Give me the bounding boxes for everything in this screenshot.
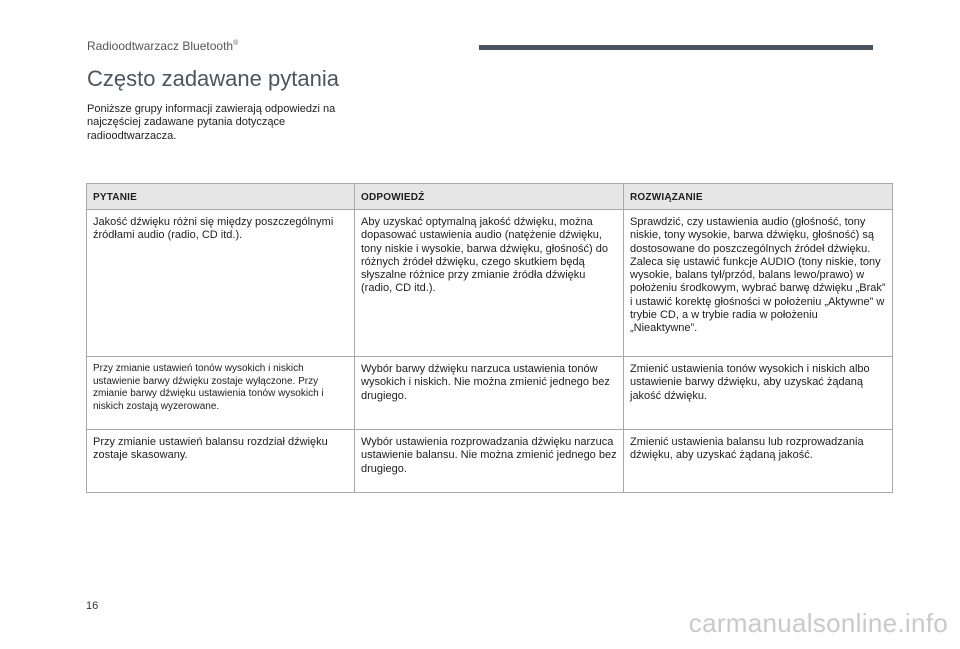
question-cell: Przy zmianie ustawień tonów wysokich i niskich ustawienie barwy dźwięku zostaje wyłączone. Przy zmianie barwy dźwięku ustawienia tonów wysokich i niskich zostają wyzerowane. [87,357,355,430]
page-title: Często zadawane pytania [87,66,339,91]
section-title-text: Radioodtwarzacz Bluetooth [87,39,234,53]
trademark-symbol: ® [233,40,239,47]
section-title [87,39,238,53]
header-divider-bar [479,45,873,50]
table-header-row [87,184,893,210]
column-header-answer: ODPOWIEDŹ [355,184,624,210]
column-header-question: PYTANIE [87,184,355,210]
answer-cell: Wybór ustawienia rozprowadzania dźwięku narzuca ustawienie balansu. Nie można zmienić jednego bez drugiego. [355,430,624,493]
solution-cell: Zmienić ustawienia balansu lub rozprowadzania dźwięku, aby uzyskać żądaną jakość. [624,430,893,493]
column-header-solution: ROZWIĄZANIE [624,184,893,210]
question-cell: Jakość dźwięku różni się między poszczególnymi źródłami audio (radio, CD itd.). [87,210,355,357]
answer-cell: Wybór barwy dźwięku narzuca ustawienia tonów wysokich i niskich. Nie można zmienić jednego bez drugiego. [355,357,624,430]
table-row [87,210,893,357]
table-row [87,357,893,430]
watermark: carmanualsonline.info [688,608,948,638]
question-cell: Przy zmianie ustawień balansu rozdział dźwięku zostaje skasowany. [87,430,355,493]
answer-cell: Aby uzyskać optymalną jakość dźwięku, można dopasować ustawienia audio (natężenie dźwięku, tony niskie i wysokie, barwa dźwięku, głośność) do różnych źródeł dźwięku, czego skutkiem będą słyszalne różnice przy zmianie źródła dźwięku (radio, CD itd.). [355,210,624,357]
faq-table [86,183,893,493]
table-row [87,430,893,493]
solution-cell: Sprawdzić, czy ustawienia audio (głośność, tony niskie, tony wysokie, barwa dźwięku, głośność) są dostosowane do poszczególnych źródeł dźwięku. Zaleca się ustawić funkcje AUDIO (tony niskie, tony wysokie, balans tył/przód, balans lewo/prawo) w położeniu środkowym, wybrać barwę dźwięku „Brak” i ustawić korektę głośności w położeniu „Aktywne” w trybie CD, a w trybie radia w położeniu „Nieaktywne”. [624,210,893,357]
page-number: 16 [86,600,99,612]
solution-cell: Zmienić ustawienia tonów wysokich i niskich albo ustawienie barwy dźwięku, aby uzyskać żądaną jakość dźwięku. [624,357,893,430]
intro-paragraph: Poniższe grupy informacji zawierają odpowiedzi na najczęściej zadawane pytania dotyczące radioodtwarzacza. [87,103,336,142]
